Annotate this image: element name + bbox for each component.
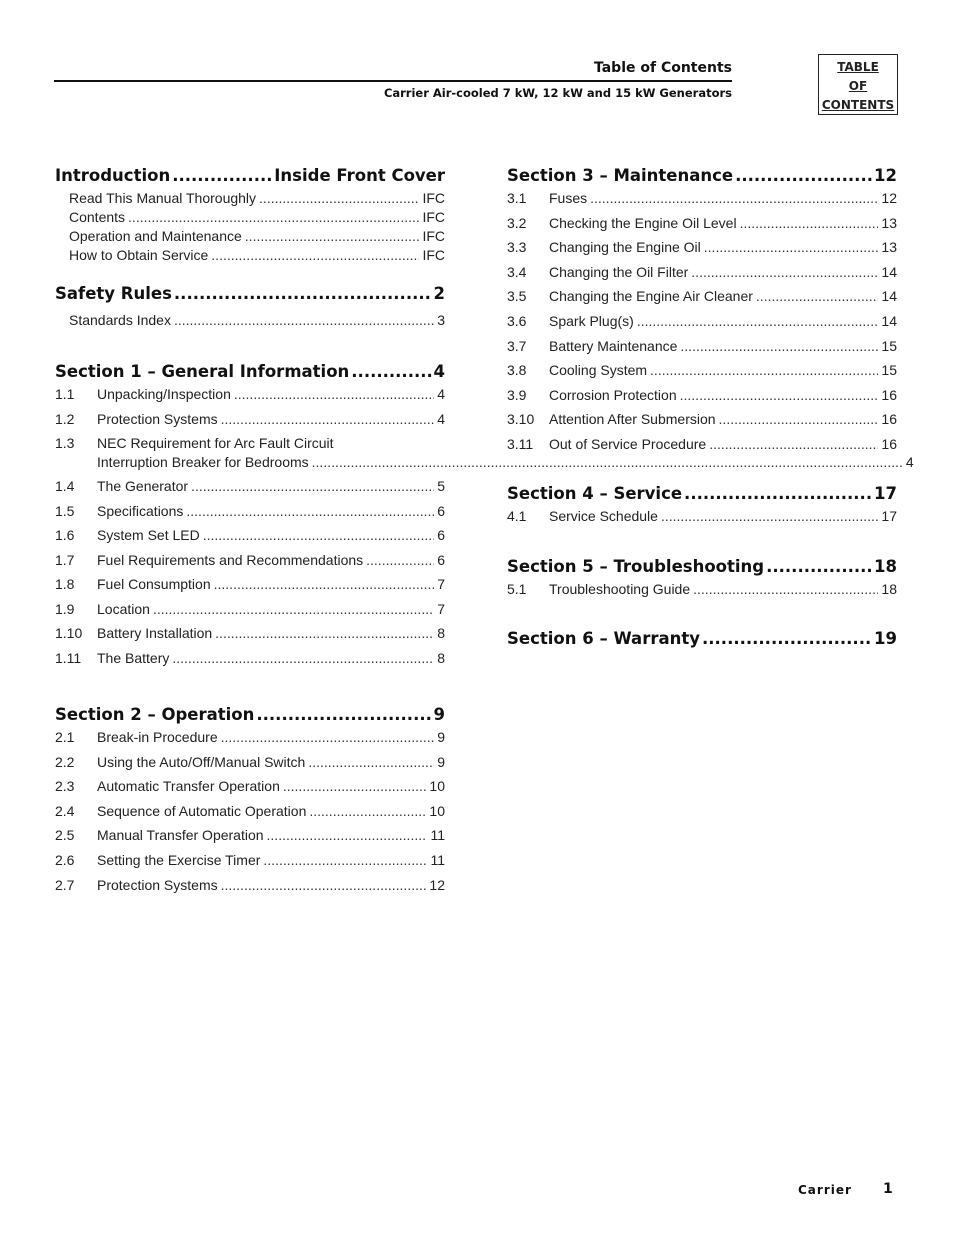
entry-number: 3.5: [507, 288, 527, 305]
entry-label: The Generator: [97, 478, 189, 494]
entry-number: 1.8: [55, 576, 75, 592]
introduction-section: [55, 166, 445, 266]
entry-label: Changing the Oil Filter: [549, 263, 689, 280]
entry-page: 6: [437, 527, 445, 543]
toc-entry[interactable]: [507, 362, 897, 387]
header-subtitle: Carrier Air-cooled 7 kW, 12 kW and 15 kW Generators: [383, 86, 732, 100]
entry-number: 3.11: [507, 435, 534, 452]
entry-label: Out of Service Procedure: [549, 435, 707, 452]
entry-label: The Battery: [97, 649, 170, 666]
toc-entry[interactable]: [507, 338, 897, 363]
entry-number: 2.5: [55, 827, 75, 844]
entry-page: IFC: [422, 209, 445, 225]
entry-number: 3.9: [507, 386, 527, 403]
section-heading[interactable]: [55, 705, 445, 729]
dot-leader: [245, 228, 420, 244]
dot-leader: [263, 852, 427, 868]
toc-entry[interactable]: [507, 508, 897, 528]
entry-page: 16: [881, 435, 897, 452]
heading-title: Section 4 – Service: [507, 484, 683, 503]
entry-label: Protection Systems: [97, 876, 218, 893]
toc-entry[interactable]: [55, 312, 445, 331]
dot-leader: [174, 284, 432, 303]
entry-number: 2.3: [55, 778, 75, 795]
dot-leader: [308, 754, 434, 770]
heading-title: Section 1 – General Information: [55, 362, 350, 381]
toc-entry[interactable]: [507, 581, 897, 601]
toc-entry[interactable]: [507, 313, 897, 338]
entry-label: Fuel Consumption: [97, 576, 211, 592]
entry-page: IFC: [422, 190, 445, 206]
section3: [507, 166, 897, 461]
dot-leader: [735, 166, 872, 185]
toc-entry[interactable]: [507, 239, 897, 264]
dot-leader: [351, 362, 431, 381]
heading-page: 19: [874, 629, 897, 648]
toc-entry[interactable]: [55, 601, 445, 626]
entry-label: Battery Maintenance: [549, 337, 678, 354]
dot-leader: [661, 508, 878, 524]
toc-entry[interactable]: [507, 411, 897, 436]
toc-entry[interactable]: [55, 852, 445, 877]
heading-title: Introduction: [55, 166, 171, 185]
entry-label: Interruption Breaker for Bedrooms: [97, 454, 309, 470]
entry-label: Specifications: [97, 502, 184, 519]
toc-entry[interactable]: [55, 411, 445, 436]
entry-page: 11: [430, 851, 445, 868]
heading-page: 17: [874, 484, 897, 503]
entry-page: IFC: [422, 228, 445, 244]
dot-leader: [234, 386, 434, 402]
entry-label: Contents: [69, 209, 126, 225]
entry-page: 17: [881, 508, 897, 524]
entry-page: 10: [429, 778, 445, 795]
entry-page: 12: [881, 190, 897, 206]
toc-entry[interactable]: [507, 288, 897, 313]
entry-number: 3.2: [507, 214, 527, 231]
dot-leader: [680, 338, 878, 354]
dot-leader: [172, 650, 434, 666]
toc-entry[interactable]: [55, 827, 445, 852]
entry-page: 14: [881, 288, 897, 305]
section-heading[interactable]: [55, 166, 445, 190]
dot-leader: [366, 552, 434, 568]
heading-page: Inside Front Cover: [274, 166, 445, 185]
toc-entry[interactable]: [507, 264, 897, 289]
dot-leader: [203, 527, 435, 543]
section-heading[interactable]: [507, 557, 897, 581]
entry-label: Checking the Engine Oil Level: [549, 214, 737, 231]
entry-number: 3.8: [507, 362, 527, 379]
entry-page: 6: [437, 551, 445, 568]
heading-title: Section 6 – Warranty: [507, 629, 700, 648]
entry-label: Fuel Requirements and Recommendations: [97, 551, 364, 568]
toc-entry[interactable]: [55, 190, 445, 209]
entry-label: Using the Auto/Off/Manual Switch: [97, 753, 306, 770]
toc-entry[interactable]: [55, 754, 445, 779]
entry-page: 7: [437, 600, 445, 617]
heading-page: 9: [433, 705, 445, 724]
entry-page: 7: [437, 576, 445, 592]
entry-label: Service Schedule: [549, 508, 658, 524]
toc-entry[interactable]: [55, 386, 445, 411]
entry-label: Attention After Submersion: [549, 411, 716, 428]
entry-number: 1.3: [55, 435, 75, 451]
dot-leader: [215, 625, 434, 641]
toc-tab-line: TABLE: [837, 60, 879, 74]
entry-page: 10: [429, 802, 445, 819]
section4: [507, 484, 897, 528]
entry-label: Battery Installation: [97, 625, 213, 641]
toc-entry[interactable]: [507, 387, 897, 412]
entry-label: Changing the Engine Oil: [549, 239, 701, 256]
toc-entry[interactable]: [55, 527, 445, 552]
toc-entry[interactable]: [507, 190, 897, 215]
dot-leader: [719, 411, 879, 427]
entry-page: 6: [437, 502, 445, 519]
entry-page: 4: [437, 410, 445, 427]
dot-leader: [221, 877, 427, 893]
entry-label: Fuses: [549, 190, 588, 206]
dot-leader: [128, 209, 419, 225]
entry-number: 3.7: [507, 337, 527, 354]
page-number: 1: [883, 1181, 893, 1197]
toc-entry[interactable]: [507, 215, 897, 240]
entry-page: IFC: [422, 247, 445, 263]
dot-leader: [650, 362, 878, 378]
entry-label: Read This Manual Thoroughly: [69, 190, 257, 206]
toc-entry[interactable]: [55, 247, 445, 266]
dot-leader: [267, 827, 428, 843]
entry-number: 2.2: [55, 753, 75, 770]
entry-label: Manual Transfer Operation: [97, 827, 264, 844]
toc-entry[interactable]: [55, 803, 445, 828]
entry-page: 15: [881, 337, 897, 354]
entry-number: 3.10: [507, 411, 535, 428]
entry-label: Automatic Transfer Operation: [97, 778, 280, 795]
header-title: Table of Contents: [593, 60, 732, 76]
entry-page: 18: [881, 581, 897, 597]
entry-label: Operation and Maintenance: [69, 228, 242, 244]
section6: [507, 629, 897, 653]
heading-title: Section 3 – Maintenance: [507, 166, 734, 185]
dot-leader: [186, 503, 434, 519]
entry-page: 16: [881, 411, 897, 428]
heading-page: 2: [433, 284, 445, 303]
heading-title: Safety Rules: [55, 284, 172, 303]
toc-entry[interactable]: [55, 625, 445, 650]
dot-leader: [259, 190, 419, 206]
section2: [55, 705, 445, 901]
entry-number: 5.1: [507, 581, 527, 597]
section5: [507, 557, 897, 601]
entry-label: Location: [97, 600, 150, 617]
dot-leader: [221, 411, 435, 427]
entry-page: 9: [437, 729, 445, 745]
entry-page: 11: [430, 827, 445, 844]
entry-number: 1.9: [55, 600, 75, 617]
entry-page: 8: [437, 649, 445, 666]
entry-label: Sequence of Automatic Operation: [97, 802, 307, 819]
entry-number: 3.6: [507, 312, 527, 329]
toc-entry[interactable]: [55, 552, 445, 577]
entry-number: 1.6: [55, 527, 75, 543]
heading-title: Section 2 – Operation: [55, 705, 255, 724]
dot-leader: [256, 705, 431, 724]
entry-number: 1.11: [55, 649, 82, 666]
dot-leader: [309, 803, 426, 819]
entry-number: 2.6: [55, 851, 75, 868]
dot-leader: [153, 601, 434, 617]
entry-number: 1.7: [55, 551, 75, 568]
toc-entry[interactable]: [55, 228, 445, 247]
toc-tab-line: OF: [848, 79, 868, 93]
entry-label: Changing the Engine Air Cleaner: [549, 288, 753, 305]
entry-label: Protection Systems: [97, 410, 218, 427]
toc-tab: [818, 54, 898, 115]
entry-label-line1: NEC Requirement for Arc Fault Circuit: [97, 435, 334, 451]
toc-entry[interactable]: [55, 503, 445, 528]
heading-page: 4: [433, 362, 445, 381]
entry-page: 5: [437, 478, 445, 494]
entry-number: 1.10: [55, 625, 83, 641]
dot-leader: [590, 190, 878, 206]
dot-leader: [214, 576, 435, 592]
dot-leader: [691, 264, 878, 280]
entry-page: 14: [881, 312, 897, 329]
entry-number: 4.1: [507, 508, 527, 524]
entry-page: 9: [437, 753, 445, 770]
entry-page: 3: [437, 312, 445, 328]
entry-label: Troubleshooting Guide: [549, 581, 691, 597]
section-heading[interactable]: [55, 362, 445, 386]
entry-page: 4: [437, 386, 445, 402]
section-heading[interactable]: [507, 166, 897, 190]
entry-label: Break-in Procedure: [97, 729, 218, 745]
dot-leader: [704, 239, 879, 255]
dot-leader: [709, 436, 878, 452]
heading-page: 12: [874, 166, 897, 185]
toc-entry[interactable]: [55, 209, 445, 228]
dot-leader: [680, 387, 879, 403]
dot-leader: [211, 247, 419, 263]
toc-entry[interactable]: [55, 650, 445, 675]
entry-number: 3.3: [507, 239, 527, 256]
entry-page: 8: [437, 625, 445, 641]
section-heading[interactable]: [507, 484, 897, 508]
entry-number: 1.5: [55, 502, 75, 519]
dot-leader: [174, 312, 434, 328]
toc-entry[interactable]: [55, 877, 445, 902]
heading-page: 18: [874, 557, 897, 576]
entry-label: System Set LED: [97, 527, 200, 543]
entry-number: 3.4: [507, 263, 527, 280]
entry-label: Setting the Exercise Timer: [97, 851, 261, 868]
dot-leader: [740, 215, 879, 231]
entry-label: Unpacking/Inspection: [97, 386, 231, 402]
entry-number: 2.7: [55, 876, 75, 893]
entry-page: 15: [881, 362, 897, 379]
entry-label: Cooling System: [549, 362, 648, 379]
safety-section: [55, 284, 445, 331]
entry-number: 2.1: [55, 729, 75, 745]
entry-label: How to Obtain Service: [69, 247, 209, 263]
dot-leader: [702, 629, 872, 648]
entry-page: 14: [881, 263, 897, 280]
toc-entry[interactable]: [55, 478, 445, 503]
dot-leader: [684, 484, 872, 503]
toc-entry[interactable]: [507, 436, 897, 461]
entry-number: 1.2: [55, 410, 75, 427]
entry-number: 2.4: [55, 802, 75, 819]
heading-title: Section 5 – Troubleshooting: [507, 557, 765, 576]
dot-leader: [283, 778, 427, 794]
toc-tab-line: CONTENTS: [821, 98, 895, 112]
dot-leader: [756, 288, 879, 304]
dot-leader: [221, 729, 435, 745]
header-rule: [54, 80, 732, 82]
dot-leader: [172, 166, 272, 185]
entry-page: 4: [905, 454, 914, 470]
toc-entry[interactable]: [55, 576, 445, 601]
entry-label: Standards Index: [69, 312, 171, 328]
entry-label: Spark Plug(s): [549, 312, 634, 329]
entry-page: 13: [881, 214, 897, 231]
footer-brand: Carrier: [798, 1183, 852, 1197]
entry-number: 1.4: [55, 478, 75, 494]
entry-page: 16: [881, 386, 897, 403]
entry-label: Corrosion Protection: [549, 386, 677, 403]
dot-leader: [191, 478, 434, 494]
toc-entry[interactable]: [55, 778, 445, 803]
entry-number: 3.1: [507, 190, 527, 206]
section-heading[interactable]: [507, 629, 897, 653]
dot-leader: [766, 557, 872, 576]
toc-entry[interactable]: [55, 729, 445, 754]
entry-number: 1.1: [55, 386, 75, 402]
entry-page: 13: [881, 239, 897, 256]
entry-page: 12: [429, 876, 445, 893]
dot-leader: [637, 313, 879, 329]
dot-leader: [693, 581, 878, 597]
section-heading[interactable]: [55, 284, 445, 308]
